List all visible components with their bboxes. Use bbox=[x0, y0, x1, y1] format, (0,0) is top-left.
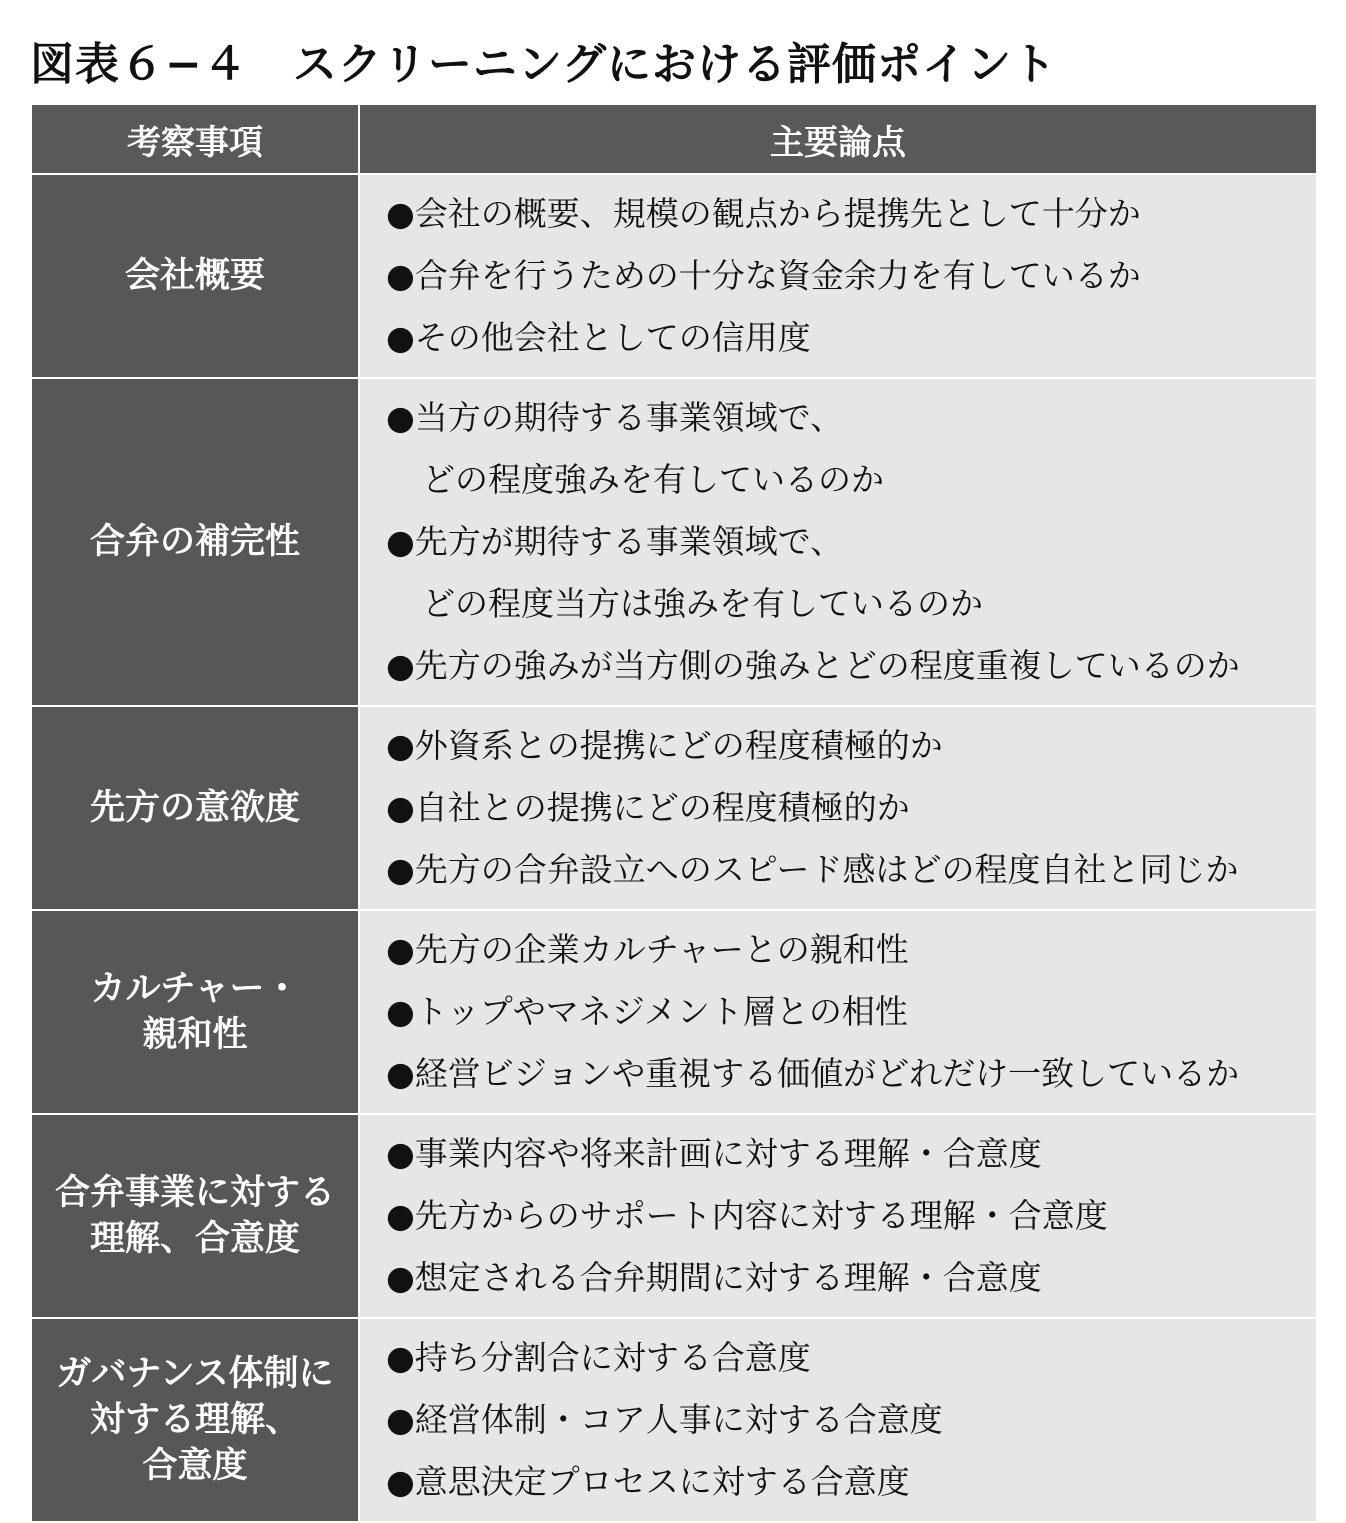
table-row bbox=[31, 706, 1317, 910]
point-item: ●先方の企業カルチャーとの親和性 bbox=[386, 930, 909, 969]
point-item: ●外資系との提携にどの程度積極的か bbox=[386, 726, 943, 765]
table-row bbox=[31, 378, 1317, 706]
category-label-line: 対する理解、 bbox=[89, 1400, 300, 1440]
table-row bbox=[31, 1318, 1317, 1522]
point-item: ●経営体制・コア人事に対する合意度 bbox=[386, 1400, 943, 1439]
category-label-line: 合弁事業に対する bbox=[54, 1173, 335, 1213]
point-item: ●事業内容や将来計画に対する理解・合意度 bbox=[386, 1134, 1042, 1173]
category-cell bbox=[31, 1114, 359, 1318]
category-cell bbox=[31, 1318, 359, 1522]
point-item: ●想定される合弁期間に対する理解・合意度 bbox=[386, 1258, 1042, 1297]
point-item: ●合弁を行うための十分な資金余力を有しているか bbox=[386, 256, 1141, 295]
point-item: ●先方からのサポート内容に対する理解・合意度 bbox=[386, 1196, 1108, 1235]
category-label-line: カルチャー・ bbox=[90, 969, 300, 1009]
header-consideration: 考察事項 bbox=[31, 104, 359, 174]
table-row bbox=[31, 910, 1317, 1114]
point-item: ●トップやマネジメント層との相性 bbox=[386, 992, 908, 1031]
points-cell bbox=[359, 910, 1317, 1114]
points-cell bbox=[359, 706, 1317, 910]
point-item: ●先方の強みが当方側の強みとどの程度重複しているのか bbox=[386, 646, 1240, 685]
category-cell bbox=[31, 910, 359, 1114]
category-label-line: 親和性 bbox=[142, 1015, 248, 1055]
category-cell bbox=[31, 706, 359, 910]
header-main-points: 主要論点 bbox=[359, 104, 1317, 174]
category-cell bbox=[31, 378, 359, 706]
category-label: 会社概要 bbox=[124, 256, 265, 296]
point-item: ●経営ビジョンや重視する価値がどれだけ一致しているか bbox=[386, 1054, 1240, 1093]
points-cell bbox=[359, 1318, 1317, 1522]
table-row bbox=[31, 1114, 1317, 1318]
points-cell bbox=[359, 174, 1317, 378]
point-item: ●意思決定プロセスに対する合意度 bbox=[386, 1462, 910, 1501]
points-cell bbox=[359, 378, 1317, 706]
point-item: ●先方の合弁設立へのスピード感はどの程度自社と同じか bbox=[386, 850, 1239, 889]
point-item: ●持ち分割合に対する合意度 bbox=[386, 1338, 811, 1377]
point-item-continuation: どの程度当方は強みを有しているのか bbox=[422, 584, 983, 623]
table-row bbox=[31, 174, 1317, 378]
category-label-line: 合意度 bbox=[142, 1446, 248, 1486]
points-cell bbox=[359, 1114, 1317, 1318]
category-label-line: 理解、合意度 bbox=[89, 1219, 300, 1259]
point-item: ●自社との提携にどの程度積極的か bbox=[386, 788, 910, 827]
category-cell bbox=[31, 174, 359, 378]
evaluation-table bbox=[30, 103, 1318, 1523]
point-item: ●会社の概要、規模の観点から提携先として十分か bbox=[386, 194, 1141, 233]
category-label: 先方の意欲度 bbox=[89, 788, 300, 828]
point-item: ●その他会社としての信用度 bbox=[386, 318, 811, 357]
point-item-continuation: どの程度強みを有しているのか bbox=[422, 460, 884, 499]
figure-title: 図表６−４ スクリーニングにおける評価ポイント bbox=[30, 39, 1057, 90]
table-header-row bbox=[31, 104, 1317, 174]
category-label: 合弁の補完性 bbox=[89, 522, 300, 562]
point-item: ●当方の期待する事業領域で、 bbox=[386, 398, 844, 437]
point-item: ●先方が期待する事業領域で、 bbox=[386, 522, 844, 561]
category-label-line: ガバナンス体制に bbox=[56, 1354, 334, 1394]
